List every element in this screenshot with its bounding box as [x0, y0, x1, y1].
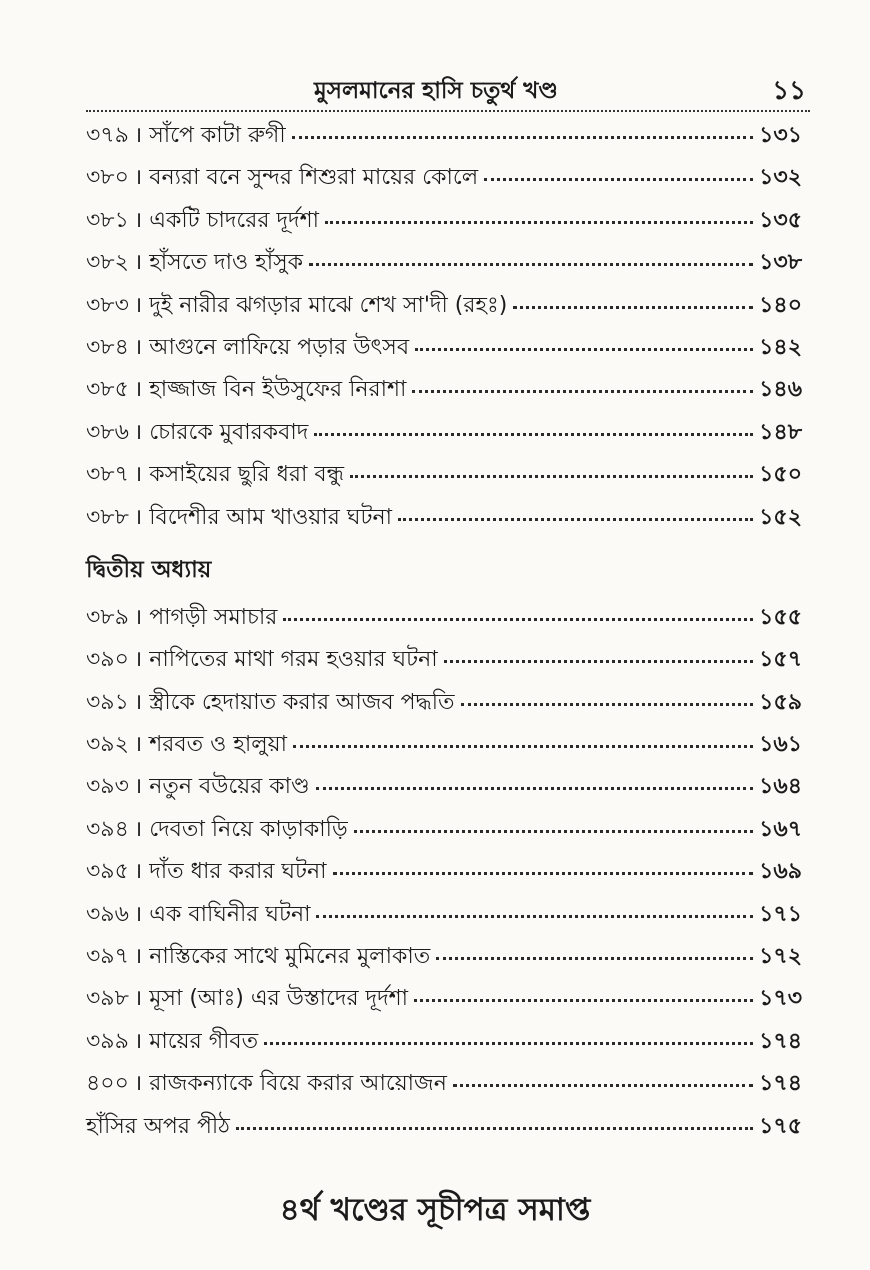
toc-entry — [86, 642, 802, 684]
entry-number: ৩৮৯ — [86, 604, 129, 630]
entry-separator: । — [133, 123, 143, 148]
dot-leader — [292, 136, 754, 139]
entry-number: ৩৯৯ — [86, 1028, 129, 1054]
toc-entry-final — [86, 1109, 802, 1151]
entry-title: কসাইয়ের ছুরি ধরা বন্ধু — [149, 462, 345, 488]
toc-entry — [86, 897, 802, 939]
dot-leader — [314, 433, 753, 436]
toc-entry — [86, 769, 802, 811]
toc-entry — [86, 1024, 802, 1066]
entry-number: ৩৭৯ — [86, 123, 129, 148]
dot-leader — [283, 618, 753, 621]
dot-leader — [316, 787, 753, 790]
entry-page: ১৭৩ — [759, 986, 802, 1012]
dot-leader — [316, 915, 753, 918]
toc-entry — [86, 854, 802, 896]
dot-leader — [333, 872, 754, 875]
dot-leader — [414, 999, 753, 1002]
dot-leader — [354, 830, 753, 833]
toc-entry — [86, 600, 802, 642]
dot-leader — [350, 475, 753, 478]
toc-entry — [86, 685, 802, 727]
entry-title: রাজকন্যাকে বিয়ে করার আয়োজন — [149, 1071, 447, 1097]
entry-title: মায়ের গীবত — [149, 1028, 259, 1054]
entry-page: ১৫৯ — [759, 689, 802, 715]
entry-separator: । — [133, 462, 143, 488]
entry-title: আগুনে লাফিয়ে পড়ার উৎসব — [149, 334, 410, 360]
toc-end-note: ৪র্থ খণ্ডের সূচীপত্র সমাপ্ত — [279, 1192, 591, 1228]
toc-entry — [86, 245, 802, 287]
entry-number: ৩৯৩ — [86, 774, 129, 800]
entry-number: ৩৮৮ — [86, 504, 129, 530]
entry-page: ১৭৪ — [759, 1071, 802, 1097]
running-title: মুসলমানের হাসি চতুর্থ খণ্ড — [314, 78, 558, 104]
entry-page: ১৫২ — [759, 504, 802, 530]
entry-title: হাঁসির অপর পীঠ — [86, 1113, 230, 1139]
entry-separator: । — [133, 986, 143, 1012]
entry-title: বন্যরা বনে সুন্দর শিশুরা মায়ের কোলে — [149, 165, 479, 191]
dot-leader — [484, 178, 753, 181]
dot-leader — [412, 390, 753, 393]
entry-page: ১৪৮ — [759, 419, 802, 445]
entry-number: ৩৮৭ — [86, 462, 129, 488]
entry-separator: । — [133, 419, 143, 445]
toc-entry — [86, 372, 802, 414]
toc-entry — [86, 727, 802, 769]
entry-separator: । — [133, 250, 143, 276]
dot-leader — [444, 660, 754, 663]
entry-page: ১৫০ — [759, 462, 802, 488]
toc-entry — [86, 939, 802, 981]
entry-separator: । — [133, 944, 143, 970]
entry-separator: । — [133, 504, 143, 530]
entry-separator: । — [133, 732, 143, 758]
entry-number: ৩৯৬ — [86, 901, 129, 927]
toc-entry — [86, 981, 802, 1023]
entry-page: ১৬১ — [759, 732, 802, 758]
entry-title: নতুন বউয়ের কাণ্ড — [149, 774, 310, 800]
dot-leader — [461, 703, 754, 706]
entry-separator: । — [133, 1071, 143, 1097]
dot-leader — [264, 1042, 753, 1045]
entry-number: ৩৯৮ — [86, 986, 129, 1012]
toc-entry — [86, 118, 802, 160]
entry-separator: । — [133, 377, 143, 403]
entry-page: ১৭৪ — [759, 1028, 802, 1054]
entry-page: ১৪৬ — [759, 377, 802, 403]
toc-entry — [86, 500, 802, 542]
entry-title: নাপিতের মাথা গরম হওয়ার ঘটনা — [149, 647, 438, 673]
entry-title: চোরকে মুবারকবাদ — [149, 419, 309, 445]
entry-number: ৩৯২ — [86, 732, 129, 758]
entry-page: ১৬৭ — [759, 816, 802, 842]
entry-title: এক বাঘিনীর ঘটনা — [149, 901, 311, 927]
dot-leader — [309, 263, 753, 266]
table-of-contents — [86, 118, 802, 1151]
entry-separator: । — [133, 816, 143, 842]
entry-separator: । — [133, 604, 143, 630]
entry-title: শরবত ও হালুয়া — [149, 732, 287, 758]
toc-entry — [86, 330, 802, 372]
page-header — [86, 70, 810, 112]
entry-separator: । — [133, 901, 143, 927]
entry-page: ১৭৫ — [759, 1113, 802, 1139]
entry-number: ৩৮২ — [86, 250, 129, 276]
toc-entry — [86, 160, 802, 202]
entry-title: দাঁত ধার করার ঘটনা — [149, 859, 327, 885]
entry-separator: । — [133, 774, 143, 800]
entry-title: একটি চাদরের দূর্দশা — [149, 207, 319, 233]
entry-number: ৪০০ — [86, 1071, 129, 1097]
entry-separator: । — [133, 647, 143, 673]
toc-entry — [86, 812, 802, 854]
dot-leader — [436, 957, 753, 960]
dot-leader — [513, 306, 753, 309]
dot-leader — [415, 348, 753, 351]
dot-leader — [293, 745, 753, 748]
page-number: ১১ — [772, 76, 806, 106]
entry-separator: । — [133, 165, 143, 191]
toc-entry — [86, 288, 802, 330]
chapter-heading: দ্বিতীয় অধ্যায় — [86, 556, 212, 583]
entry-separator: । — [133, 207, 143, 233]
entry-title: দেবতা নিয়ে কাড়াকাড়ি — [149, 816, 348, 842]
entry-page: ১৭২ — [759, 944, 802, 970]
entry-number: ৩৯১ — [86, 689, 129, 715]
dot-leader — [398, 518, 753, 521]
entry-separator: । — [133, 689, 143, 715]
entry-number: ৩৯৪ — [86, 816, 129, 842]
entry-number: ৩৮৪ — [86, 334, 129, 360]
entry-page: ১৭১ — [759, 901, 802, 927]
toc-entry — [86, 415, 802, 457]
entry-title: স্ত্রীকে হেদায়াত করার আজব পদ্ধতি — [149, 689, 455, 715]
toc-entry — [86, 1066, 802, 1108]
entry-page: ১৫৭ — [759, 647, 802, 673]
entry-title: নাস্তিকের সাথে মুমিনের মুলাকাত — [149, 944, 431, 970]
entry-number: ৩৮১ — [86, 207, 129, 233]
entry-number: ৩৯৫ — [86, 859, 129, 885]
entry-number: ৩৯০ — [86, 647, 129, 673]
entry-page: ১৩২ — [759, 165, 802, 191]
entry-title: হাজ্জাজ বিন ইউসুফের নিরাশা — [149, 377, 407, 403]
entry-title: মূসা (আঃ) এর উস্তাদের দূর্দশা — [149, 986, 409, 1012]
dot-leader — [236, 1127, 753, 1130]
entry-title: সাঁপে কাটা রুগী — [149, 123, 286, 148]
entry-number: ৩৯৭ — [86, 944, 129, 970]
entry-title: বিদেশীর আম খাওয়ার ঘটনা — [149, 504, 392, 530]
entry-title: পাগড়ী সমাচার — [149, 604, 278, 630]
entry-page: ১৪২ — [759, 334, 802, 360]
entry-number: ৩৮৩ — [86, 292, 129, 318]
entry-page: ১৪০ — [759, 292, 802, 318]
dot-leader — [325, 221, 753, 224]
entry-separator: । — [133, 334, 143, 360]
entry-title: দুই নারীর ঝগড়ার মাঝে শেখ সা'দী (রহঃ) — [149, 292, 508, 318]
entry-page: ১৬৪ — [759, 774, 802, 800]
entry-number: ৩৮০ — [86, 165, 129, 191]
toc-entry — [86, 457, 802, 499]
entry-number: ৩৮৬ — [86, 419, 129, 445]
entry-number: ৩৮৫ — [86, 377, 129, 403]
toc-entry — [86, 203, 802, 245]
entry-separator: । — [133, 292, 143, 318]
entry-title: হাঁসতে দাও হাঁসুক — [149, 250, 304, 276]
entry-separator: । — [133, 1028, 143, 1054]
entry-page: ১৩৫ — [759, 207, 802, 233]
entry-page: ১৬৯ — [759, 859, 802, 885]
entry-page: ১৩১ — [759, 123, 802, 148]
dot-leader — [453, 1084, 753, 1087]
entry-separator: । — [133, 859, 143, 885]
entry-page: ১৫৫ — [759, 604, 802, 630]
entry-page: ১৩৮ — [759, 250, 802, 276]
